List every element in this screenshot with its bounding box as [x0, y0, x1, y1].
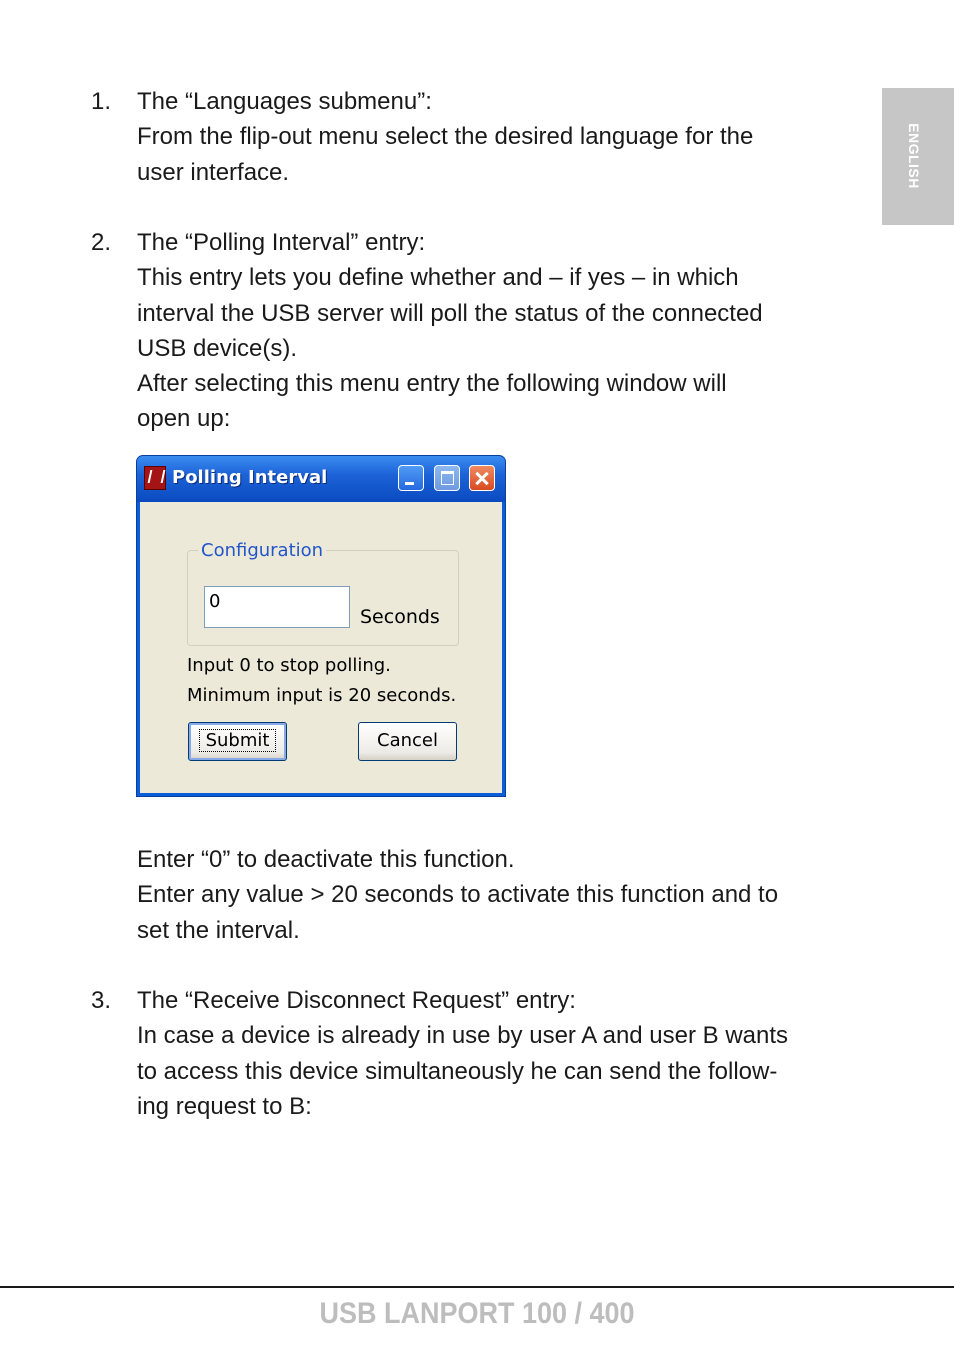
item-2-text-line: open up: — [137, 405, 231, 433]
language-side-tab-label: ENGLISH — [906, 123, 922, 189]
configuration-group-label: Configuration — [198, 540, 326, 561]
item-2-text-line: This entry lets you define whether and – if yes – in which — [137, 264, 739, 292]
dialog-title-bar[interactable] — [137, 456, 505, 502]
item-2-followup-line: set the interval. — [137, 916, 300, 944]
item-1-heading: The “Languages submenu”: — [137, 88, 432, 115]
item-2-followup-line: Enter “0” to deactivate this function. — [137, 846, 515, 873]
dialog-title: Polling Interval — [172, 467, 328, 488]
polling-interval-dialog — [136, 455, 506, 797]
cancel-button[interactable]: Cancel — [358, 722, 457, 761]
list-item-number: 2. — [91, 229, 112, 256]
item-3-heading: The “Receive Disconnect Request” entry: — [137, 987, 576, 1014]
close-icon[interactable] — [469, 465, 495, 491]
maximize-icon[interactable] — [434, 465, 460, 491]
item-2-text-line: interval the USB server will poll the status of the connected — [137, 299, 763, 327]
item-2-heading: The “Polling Interval” entry: — [137, 229, 426, 256]
minimize-icon[interactable] — [398, 465, 424, 491]
item-2-text-line: After selecting this menu entry the following window will — [137, 370, 727, 398]
item-3-text-line: to access this device simultaneously he can send the follow- — [137, 1057, 778, 1085]
item-1-text-line: From the flip-out menu select the desired language for the — [137, 123, 754, 151]
item-1-text-line: user interface. — [137, 158, 290, 186]
list-item-number: 1. — [91, 88, 112, 115]
item-2-followup-line: Enter any value > 20 seconds to activate this function and to — [137, 881, 779, 909]
item-3-text-line: ing request to B: — [137, 1092, 312, 1120]
dialog-client-area — [140, 502, 502, 793]
seconds-label: Seconds — [360, 606, 440, 628]
language-side-tab — [882, 88, 954, 225]
item-2-text-line: USB device(s). — [137, 334, 298, 362]
submit-button[interactable] — [188, 722, 287, 761]
footer-product-name: USB LANPORT 100 / 400 — [319, 1297, 635, 1330]
list-item-number: 3. — [91, 987, 112, 1014]
footer-divider — [0, 1286, 954, 1288]
submit-button-label: Submit — [199, 729, 277, 752]
item-3-text-line: In case a device is already in use by user A and user B wants — [137, 1022, 789, 1050]
polling-interval-input[interactable]: 0 — [204, 586, 350, 628]
app-icon — [144, 466, 166, 490]
stop-polling-hint: Input 0 to stop polling. — [187, 655, 391, 676]
minimum-input-hint: Minimum input is 20 seconds. — [187, 685, 457, 706]
